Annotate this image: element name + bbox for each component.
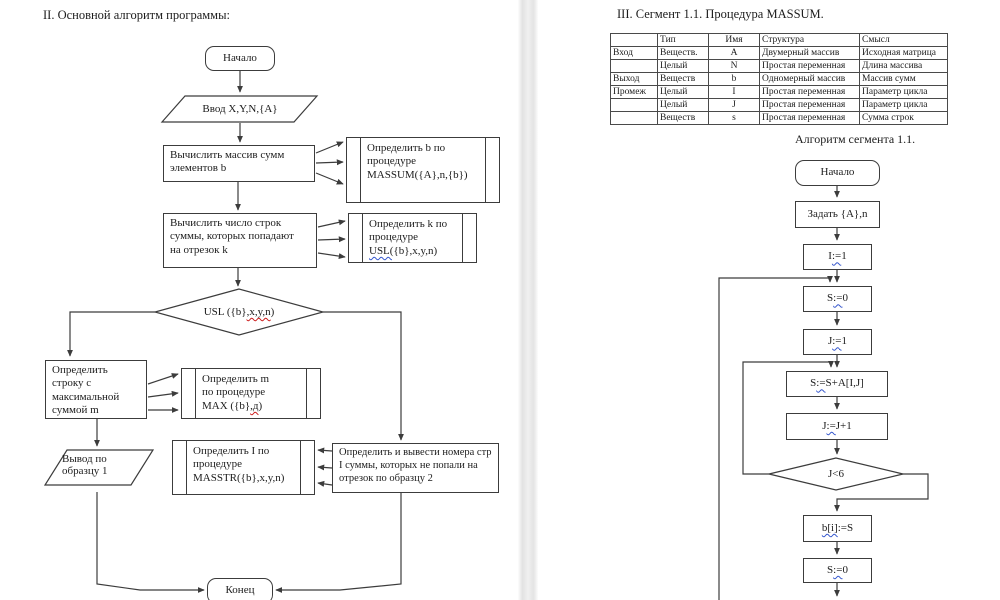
table-cell: Массив сумм — [860, 73, 948, 86]
page-divider — [518, 0, 538, 600]
table-header-cell: Смысл — [860, 34, 948, 47]
flow-node-input-label — [185, 100, 295, 118]
node-text: ) — [258, 399, 263, 412]
node-label: Конец — [225, 584, 255, 597]
node-label: J<6 — [828, 468, 844, 480]
node-line: Определить — [52, 364, 108, 376]
flow-decision-j-label — [796, 466, 876, 482]
table-header-cell — [611, 34, 658, 47]
table-cell: Промеж — [611, 86, 658, 99]
table-cell: Веществ — [658, 112, 709, 125]
flow-node-massum-call — [346, 137, 500, 203]
table-cell: Выход — [611, 73, 658, 86]
flow-node-output1-label — [62, 453, 146, 477]
table-header-row — [611, 34, 948, 47]
table-cell: Целый — [658, 99, 709, 112]
grammar-marked-text: b[i] — [821, 521, 838, 534]
flow-node-max-row — [45, 360, 147, 419]
table-cell: Простая переменная — [760, 99, 860, 112]
flow-node-max-call — [181, 368, 321, 419]
grammar-marked-text: := — [833, 292, 843, 305]
node-line: суммы, которых попадают — [170, 230, 294, 243]
flow-node-s-reset — [803, 558, 872, 583]
misspelled-text: ,д — [250, 399, 259, 412]
table-header-cell: Тип — [658, 34, 709, 47]
node-line: MASSUM({A},n,{b}) — [367, 168, 468, 181]
grammar-marked-text: := — [831, 250, 842, 263]
node-text: :=S — [837, 521, 854, 534]
flow-node-set — [795, 201, 880, 228]
node-text: 0 — [842, 563, 848, 576]
node-line: суммой m — [52, 404, 99, 417]
table-cell: Целый — [658, 60, 709, 73]
flow-node-usl-call — [348, 213, 477, 263]
node-text: I — [828, 250, 832, 263]
left-page-title: II. Основной алгоритм программы: — [43, 8, 230, 22]
table-row — [611, 73, 948, 86]
node-text: S — [827, 292, 834, 305]
table-cell: Простая переменная — [760, 86, 860, 99]
table-cell: Исходная матрица — [860, 47, 948, 60]
table-cell: b — [709, 73, 760, 86]
node-line: процедуре — [369, 231, 418, 244]
node-label: Начало — [820, 166, 855, 179]
table-cell: s — [709, 112, 760, 125]
segment-caption: Алгоритм сегмента 1.1. — [795, 132, 916, 146]
table-cell: Вход — [611, 47, 658, 60]
table-cell: Простая переменная — [760, 60, 860, 73]
node-line: Определить и вывести номера стр — [339, 447, 492, 458]
table-row — [611, 47, 948, 60]
flow-node-masstr-call — [172, 440, 315, 495]
grammar-marked-text: := — [833, 563, 843, 576]
flow-node-sum — [786, 371, 888, 397]
flow-node-output2 — [332, 443, 499, 493]
flow-node-calc-b — [163, 145, 315, 182]
table-cell: Веществ. — [658, 47, 709, 60]
right-page-title: III. Сегмент 1.1. Процедура MASSUM. — [617, 7, 824, 21]
node-line: I суммы, которых не попали на — [339, 459, 478, 471]
node-text: 1 — [841, 335, 848, 348]
flow-node-s-init — [803, 286, 872, 312]
node-text: J — [822, 419, 827, 432]
flow-node-j-init — [803, 329, 872, 355]
node-line: Определить m — [202, 373, 270, 385]
node-line: процедуре — [367, 155, 416, 168]
node-line: по процедуре — [202, 386, 266, 399]
flow-node-end-left — [207, 578, 273, 600]
node-text: S — [810, 377, 817, 390]
node-text: MAX ({b} — [202, 399, 251, 412]
node-text: USL ({b} — [203, 306, 247, 318]
node-line: Определить b по — [367, 142, 446, 154]
node-line: MASSTR({b},x,y,n) — [193, 471, 285, 484]
table-cell: Параметр цикла — [860, 99, 948, 112]
flow-node-i-init — [803, 244, 872, 270]
grammar-marked-text: := — [832, 335, 842, 348]
node-line — [202, 400, 316, 413]
node-line: Определить k по — [369, 218, 448, 230]
misspelled-text: ,x,y,n — [246, 306, 271, 318]
table-cell — [611, 99, 658, 112]
table-cell: J — [709, 99, 760, 112]
table-cell: Длина массива — [860, 60, 948, 73]
node-line: элементов b — [170, 162, 227, 175]
node-content — [349, 214, 476, 262]
table-header-cell: Имя — [709, 34, 760, 47]
node-text: S — [827, 563, 834, 576]
node-label: Ввод X,Y,N,{A} — [202, 103, 278, 115]
table-cell: N — [709, 60, 760, 73]
variables-table — [610, 33, 948, 125]
table-row — [611, 112, 948, 125]
table-cell: Целый — [658, 86, 709, 99]
flow-decision-usl-label — [169, 304, 309, 320]
node-line: строку с — [52, 377, 92, 390]
grammar-marked-text: := — [816, 377, 826, 390]
node-text: J+1 — [835, 419, 852, 432]
node-text: ) — [270, 306, 275, 318]
flow-node-b-assign — [803, 515, 872, 542]
node-line: процедуре — [193, 458, 242, 471]
table-cell — [611, 60, 658, 73]
node-text: 0 — [842, 292, 848, 305]
flow-node-start-right — [795, 160, 880, 186]
table-cell: Простая переменная — [760, 112, 860, 125]
node-text: J — [827, 335, 833, 348]
table-row — [611, 60, 948, 73]
table-cell: Одномерный массив — [760, 73, 860, 86]
table-header-cell: Структура — [760, 34, 860, 47]
grammar-marked-text: := — [826, 419, 836, 432]
node-label: Начало — [223, 51, 257, 64]
node-line: Вывод по — [62, 453, 107, 465]
node-label: Задать {A},n — [807, 207, 868, 220]
flow-node-start-left — [205, 46, 275, 71]
table-row — [611, 99, 948, 112]
flow-node-calc-k — [163, 213, 317, 268]
node-text: {b},x,y,n) — [393, 244, 438, 257]
table-cell: I — [709, 86, 760, 99]
node-line — [369, 245, 472, 258]
node-line: максимальной — [52, 390, 120, 403]
node-text: S+A[I,J] — [825, 377, 864, 390]
node-content — [347, 138, 499, 186]
misspelled-text: USL( — [369, 244, 394, 257]
node-line: отрезок по образцу 2 — [339, 472, 433, 484]
node-line: Вычислить число строк — [170, 217, 282, 229]
table-cell: Веществ — [658, 73, 709, 86]
node-content — [182, 369, 320, 417]
node-line: на отрезок k — [170, 243, 228, 256]
node-text: 1 — [841, 250, 847, 263]
flow-node-j-increment — [786, 413, 888, 440]
node-content — [173, 441, 314, 489]
table-cell: A — [709, 47, 760, 60]
node-line: образцу 1 — [62, 465, 108, 477]
table-cell — [611, 112, 658, 125]
table-cell: Параметр цикла — [860, 86, 948, 99]
table-cell: Сумма строк — [860, 112, 948, 125]
table-cell: Двумерный массив — [760, 47, 860, 60]
table-row — [611, 86, 948, 99]
node-line: Вычислить массив сумм — [170, 149, 285, 161]
node-line: Определить I по — [193, 445, 270, 457]
table-body — [611, 47, 948, 125]
